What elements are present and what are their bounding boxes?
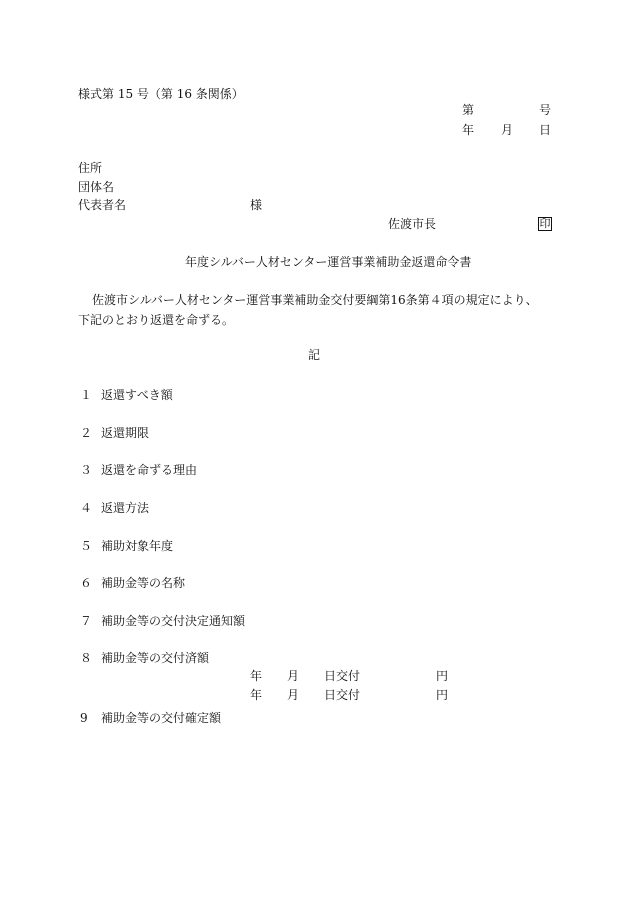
date-year: 年 [462,123,475,137]
number-prefix: 第 [462,103,475,117]
form-label: 様式第 15 号（第 16 条関係） [78,87,244,101]
item-label: 補助金等の交付決定通知額 [101,614,246,628]
issuer-title: 佐渡市長 [388,217,437,231]
date-day: 日 [539,123,552,137]
body-text-line-1: 佐渡市シルバー人材センター運営事業補助金交付要綱第16条第４項の規定により、 [92,293,538,307]
item-label: 補助金等の交付済額 [101,651,210,665]
item-number: ４ [80,501,93,515]
honorific: 様 [250,198,263,212]
paid-row-2-year: 年 [250,688,263,702]
item-number: ８ [80,651,93,665]
seal-mark: 印 [539,217,551,230]
paid-row-1-yen: 円 [436,669,449,683]
paid-row-2-day-issued: 日交付 [324,688,361,702]
representative-label: 代表者名 [78,198,127,212]
number-suffix: 号 [539,103,552,117]
item-label: 補助金等の交付確定額 [101,711,222,725]
group-name-label: 団体名 [78,180,115,194]
item-number: ３ [80,463,93,477]
paid-row-2-month: 月 [287,688,300,702]
item-label: 返還を命ずる理由 [101,463,198,477]
paid-row-2-yen: 円 [436,688,449,702]
item-number: ５ [80,539,93,553]
item-number: １ [80,388,93,402]
item-label: 返還すべき額 [101,388,173,402]
date-month: 月 [501,123,514,137]
item-number: 9 [80,711,88,725]
ki-heading: 記 [308,348,321,362]
body-text-line-2: 下記のとおり返還を命ずる。 [78,313,235,327]
item-label: 補助金等の名称 [101,576,186,590]
item-number: ６ [80,576,93,590]
address-label: 住所 [78,161,103,175]
item-number: ２ [80,426,93,440]
item-number: ７ [80,614,93,628]
item-label: 返還期限 [101,426,150,440]
item-label: 補助対象年度 [101,539,174,553]
paid-row-1-day-issued: 日交付 [324,669,361,683]
paid-row-1-year: 年 [250,669,263,683]
document-title: 年度シルバー人材センター運営事業補助金返還命令書 [185,255,472,269]
item-label: 返還方法 [101,501,150,515]
paid-row-1-month: 月 [287,669,300,683]
